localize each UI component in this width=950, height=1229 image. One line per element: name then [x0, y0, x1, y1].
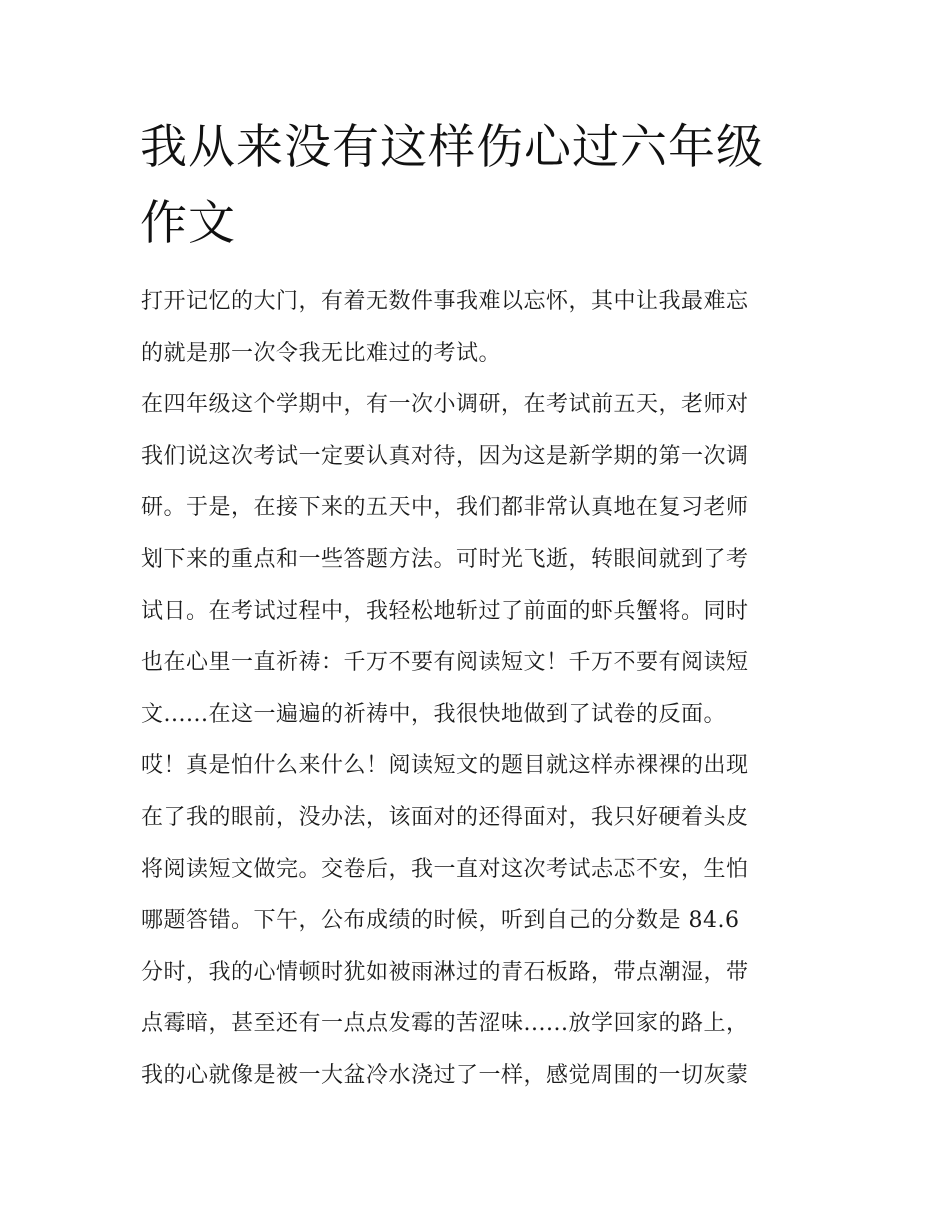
- body-line: 文......在这一遍遍的祈祷中，我很快地做到了试卷的反面。: [141, 701, 726, 727]
- body-line: 在四年级这个学期中，有一次小调研，在考试前五天，老师对: [141, 392, 749, 418]
- body-line: 哪题答错。下午，公布成绩的时候，听到自己的分数是 84.6: [141, 908, 740, 934]
- body-line: 也在心里一直祈祷：千万不要有阅读短文！千万不要有阅读短: [141, 650, 749, 676]
- body-line: 在了我的眼前，没办法，该面对的还得面对，我只好硬着头皮: [141, 804, 749, 830]
- body-line: 划下来的重点和一些答题方法。可时光飞逝，转眼间就到了考: [141, 546, 749, 572]
- body-line: 将阅读短文做完。交卷后，我一直对这次考试忐忑不安，生怕: [141, 856, 749, 882]
- body-line: 打开记忆的大门，有着无数件事我难以忘怀，其中让我最难忘: [141, 289, 749, 314]
- body-line: 分时，我的心情顿时犹如被雨淋过的青石板路，带点潮湿，带: [141, 959, 749, 985]
- body-line: 我们说这次考试一定要认真对待，因为这是新学期的第一次调: [141, 443, 749, 469]
- body-line: 的就是那一次令我无比难过的考试。: [141, 340, 502, 366]
- body-line: 研。于是，在接下来的五天中，我们都非常认真地在复习老师: [141, 495, 749, 521]
- body-line: 点霉暗，甚至还有一点点发霉的苦涩味......放学回家的路上，: [141, 1011, 749, 1037]
- title-line-2: 作文: [140, 196, 236, 251]
- body-line: 试日。在考试过程中，我轻松地斩过了前面的虾兵蟹将。同时: [141, 598, 749, 624]
- title-line-1: 我从来没有这样伤心过六年级: [140, 120, 764, 175]
- document-body: [141, 276, 821, 1102]
- body-line: 哎！真是怕什么来什么！阅读短文的题目就这样赤裸裸的出现: [141, 753, 749, 779]
- body-line: 我的心就像是被一大盆冷水浇过了一样，感觉周围的一切灰蒙: [141, 1062, 749, 1088]
- document-title: [140, 110, 820, 262]
